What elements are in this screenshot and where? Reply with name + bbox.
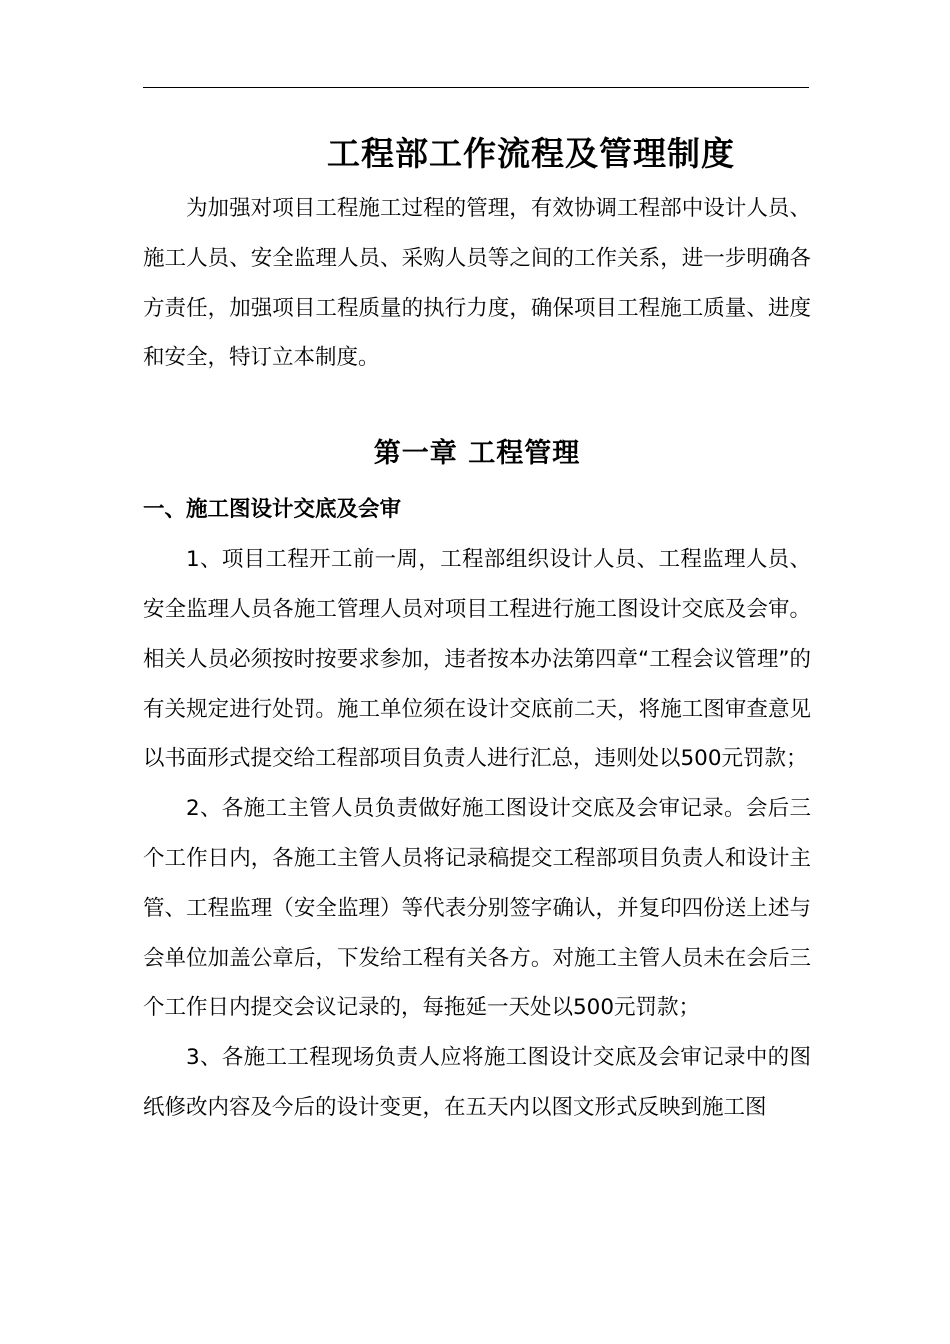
section-heading: 一、施工图设计交底及会审 (143, 497, 402, 523)
document-body (143, 184, 811, 1133)
list-item: 1、项目工程开工前一周，工程部组织设计人员、工程监理人员、安全监理人员各施工管理人员对项目工程进行施工图设计交底及会审。相关人员必须按时按要求参加，违者按本办法第四章“工程会议管理”的有关规定进行处罚。施工单位须在设计交底前二天，将施工图审查意见以书面形式提交给工程部项目负责人进行汇总，违则处以500元罚款； (143, 547, 811, 772)
list-item: 3、各施工工程现场负责人应将施工图设计交底及会审记录中的图纸修改内容及今后的设计变更，在五天内以图文形式反映到施工图 (143, 1045, 811, 1120)
list-item: 2、各施工主管人员负责做好施工图设计交底及会审记录。会后三个工作日内，各施工主管人员将记录稿提交工程部项目负责人和设计主管、工程监理（安全监理）等代表分别签字确认，并复印四份送上述与会单位加盖公章后，下发给工程有关各方。对施工主管人员未在会后三个工作日内提交会议记录的，每拖延一天处以500元罚款； (143, 796, 811, 1021)
intro-paragraph: 为加强对项目工程施工过程的管理，有效协调工程部中设计人员、施工人员、安全监理人员、采购人员等之间的工作关系，进一步明确各方责任，加强项目工程质量的执行力度，确保项目工程施工质量、进度和安全，特订立本制度。 (143, 196, 811, 371)
chapter-title: 第一章 工程管理 (373, 438, 581, 470)
document-title: 工程部工作流程及管理制度 (327, 134, 735, 174)
header-rule (143, 87, 809, 88)
